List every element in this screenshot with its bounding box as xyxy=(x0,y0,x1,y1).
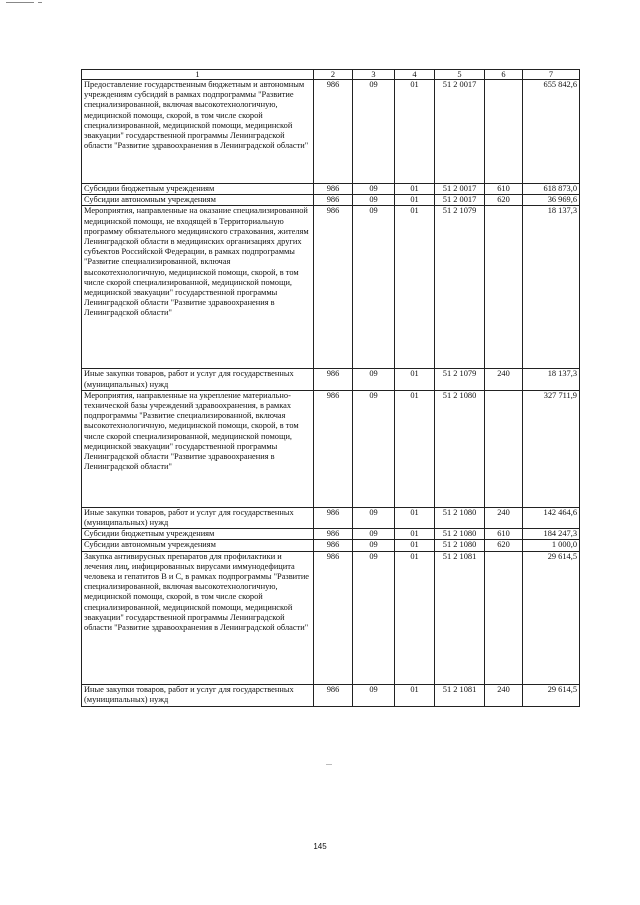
cell-amount: 142 464,6 xyxy=(523,507,580,528)
cell-target-article: 51 2 1080 xyxy=(435,529,485,540)
cell-amount: 184 247,3 xyxy=(523,529,580,540)
cell-expense-type xyxy=(485,551,523,684)
cell-code: 986 xyxy=(314,507,353,528)
cell-section: 09 xyxy=(353,369,395,390)
column-header: 2 xyxy=(314,70,353,80)
cell-code: 986 xyxy=(314,206,353,369)
cell-section: 09 xyxy=(353,206,395,369)
row-description: Субсидии бюджетным учреждениям xyxy=(82,529,314,540)
cell-amount: 655 842,6 xyxy=(523,80,580,184)
cell-code: 986 xyxy=(314,390,353,507)
row-description: Иные закупки товаров, работ и услуг для государственных (муниципальных) нужд xyxy=(82,369,314,390)
cell-expense-type: 610 xyxy=(485,184,523,195)
budget-table xyxy=(81,69,580,707)
cell-expense-type: 240 xyxy=(485,507,523,528)
cell-target-article: 51 2 1080 xyxy=(435,507,485,528)
cell-subsection: 01 xyxy=(395,540,435,551)
cell-code: 986 xyxy=(314,369,353,390)
table-row xyxy=(82,206,580,369)
cell-amount: 29 614,5 xyxy=(523,684,580,706)
cell-code: 986 xyxy=(314,684,353,706)
column-header: 4 xyxy=(395,70,435,80)
cell-section: 09 xyxy=(353,540,395,551)
table-row xyxy=(82,195,580,206)
cell-code: 986 xyxy=(314,529,353,540)
cell-section: 09 xyxy=(353,507,395,528)
cell-subsection: 01 xyxy=(395,369,435,390)
cell-amount: 18 137,3 xyxy=(523,369,580,390)
table-row xyxy=(82,551,580,684)
cell-target-article: 51 2 0017 xyxy=(435,195,485,206)
cell-subsection: 01 xyxy=(395,507,435,528)
cell-target-article: 51 2 0017 xyxy=(435,80,485,184)
cell-subsection: 01 xyxy=(395,80,435,184)
cell-subsection: 01 xyxy=(395,184,435,195)
cell-subsection: 01 xyxy=(395,529,435,540)
table-body xyxy=(82,80,580,707)
cell-code: 986 xyxy=(314,80,353,184)
cell-section: 09 xyxy=(353,529,395,540)
table-row xyxy=(82,684,580,706)
cell-subsection: 01 xyxy=(395,684,435,706)
cell-target-article: 51 2 0017 xyxy=(435,184,485,195)
cell-subsection: 01 xyxy=(395,195,435,206)
column-header: 1 xyxy=(82,70,314,80)
table-row xyxy=(82,184,580,195)
cell-expense-type: 620 xyxy=(485,195,523,206)
table-row xyxy=(82,529,580,540)
cell-section: 09 xyxy=(353,80,395,184)
cell-amount: 327 711,9 xyxy=(523,390,580,507)
row-description: Мероприятия, направленные на оказание специализированной медицинской помощи, не входящей в Территориальную программу обязательного медицинского страхования, жителям Ленинградской области в медицинских организациях других субъектов Российской Федерации, в рамках подпрограммы "Развитие специализированной, включая высокотехнологичную, медицинской помощи, скорой, в том числе скорой специализированной, медицинской помощи, медицинской эвакуации" государственной программы Ленинградской области "Развитие здравоохранения в Ленинградской области" xyxy=(82,206,314,369)
cell-section: 09 xyxy=(353,184,395,195)
cell-code: 986 xyxy=(314,540,353,551)
cell-subsection: 01 xyxy=(395,206,435,369)
cell-expense-type xyxy=(485,80,523,184)
column-header: 7 xyxy=(523,70,580,80)
row-description: Иные закупки товаров, работ и услуг для государственных (муниципальных) нужд xyxy=(82,684,314,706)
cell-amount: 618 873,0 xyxy=(523,184,580,195)
cell-subsection: 01 xyxy=(395,390,435,507)
cell-amount: 18 137,3 xyxy=(523,206,580,369)
scan-mark xyxy=(38,2,42,3)
page-number: 145 xyxy=(313,842,327,851)
cell-target-article: 51 2 1080 xyxy=(435,390,485,507)
row-description: Субсидии бюджетным учреждениям xyxy=(82,184,314,195)
row-description: Иные закупки товаров, работ и услуг для государственных (муниципальных) нужд xyxy=(82,507,314,528)
row-description: Мероприятия, направленные на укрепление материально-технической базы учреждений здравоохранения, в рамках подпрограммы "Развитие специализированной, включая высокотехнологичную, медицинской помощи, скорой, в том числе скорой специализированной, медицинской помощи, медицинской эвакуации" государственной программы Ленинградской области "Развитие здравоохранения в Ленинградской области" xyxy=(82,390,314,507)
cell-amount: 1 000,0 xyxy=(523,540,580,551)
cell-expense-type: 240 xyxy=(485,369,523,390)
table-row xyxy=(82,507,580,528)
column-header: 6 xyxy=(485,70,523,80)
cell-code: 986 xyxy=(314,184,353,195)
table-row xyxy=(82,80,580,184)
cell-target-article: 51 2 1080 xyxy=(435,540,485,551)
row-description: Предоставление государственным бюджетным и автономным учреждениям субсидий в рамках подпрограммы "Развитие специализированной, включая высокотехнологичную, медицинской помощи, скорой, в том числе скорой специализированной, медицинской помощи, медицинской эвакуации" государственной программы Ленинградской области "Развитие здравоохранения в Ленинградской области" xyxy=(82,80,314,184)
cell-target-article: 51 2 1079 xyxy=(435,206,485,369)
cell-expense-type xyxy=(485,206,523,369)
cell-section: 09 xyxy=(353,195,395,206)
cell-section: 09 xyxy=(353,684,395,706)
scan-mark xyxy=(6,2,34,3)
table-row xyxy=(82,540,580,551)
cell-section: 09 xyxy=(353,390,395,507)
cell-expense-type xyxy=(485,390,523,507)
cell-expense-type: 610 xyxy=(485,529,523,540)
cell-amount: 36 969,6 xyxy=(523,195,580,206)
cell-amount: 29 614,5 xyxy=(523,551,580,684)
cell-code: 986 xyxy=(314,551,353,684)
cell-expense-type: 620 xyxy=(485,540,523,551)
column-header: 3 xyxy=(353,70,395,80)
cell-target-article: 51 2 1081 xyxy=(435,684,485,706)
cell-target-article: 51 2 1081 xyxy=(435,551,485,684)
cell-section: 09 xyxy=(353,551,395,684)
row-description: Субсидии автономным учреждениям xyxy=(82,540,314,551)
table-header-row xyxy=(82,70,580,80)
table-row xyxy=(82,369,580,390)
cell-target-article: 51 2 1079 xyxy=(435,369,485,390)
row-description: Закупка антивирусных препаратов для профилактики и лечения лиц, инфицированных вирусами иммунодефицита человека и гепатитов В и С, в рамках подпрограммы "Развитие специализированной, включая высокотехнологичную, медицинской помощи, скорой, в том числе скорой специализированной, медицинской помощи, медицинской эвакуации" государственной программы Ленинградской области "Развитие здравоохранения в Ленинградской области" xyxy=(82,551,314,684)
row-description: Субсидии автономным учреждениям xyxy=(82,195,314,206)
scan-mark xyxy=(326,764,332,765)
column-header: 5 xyxy=(435,70,485,80)
cell-expense-type: 240 xyxy=(485,684,523,706)
cell-subsection: 01 xyxy=(395,551,435,684)
table-row xyxy=(82,390,580,507)
cell-code: 986 xyxy=(314,195,353,206)
